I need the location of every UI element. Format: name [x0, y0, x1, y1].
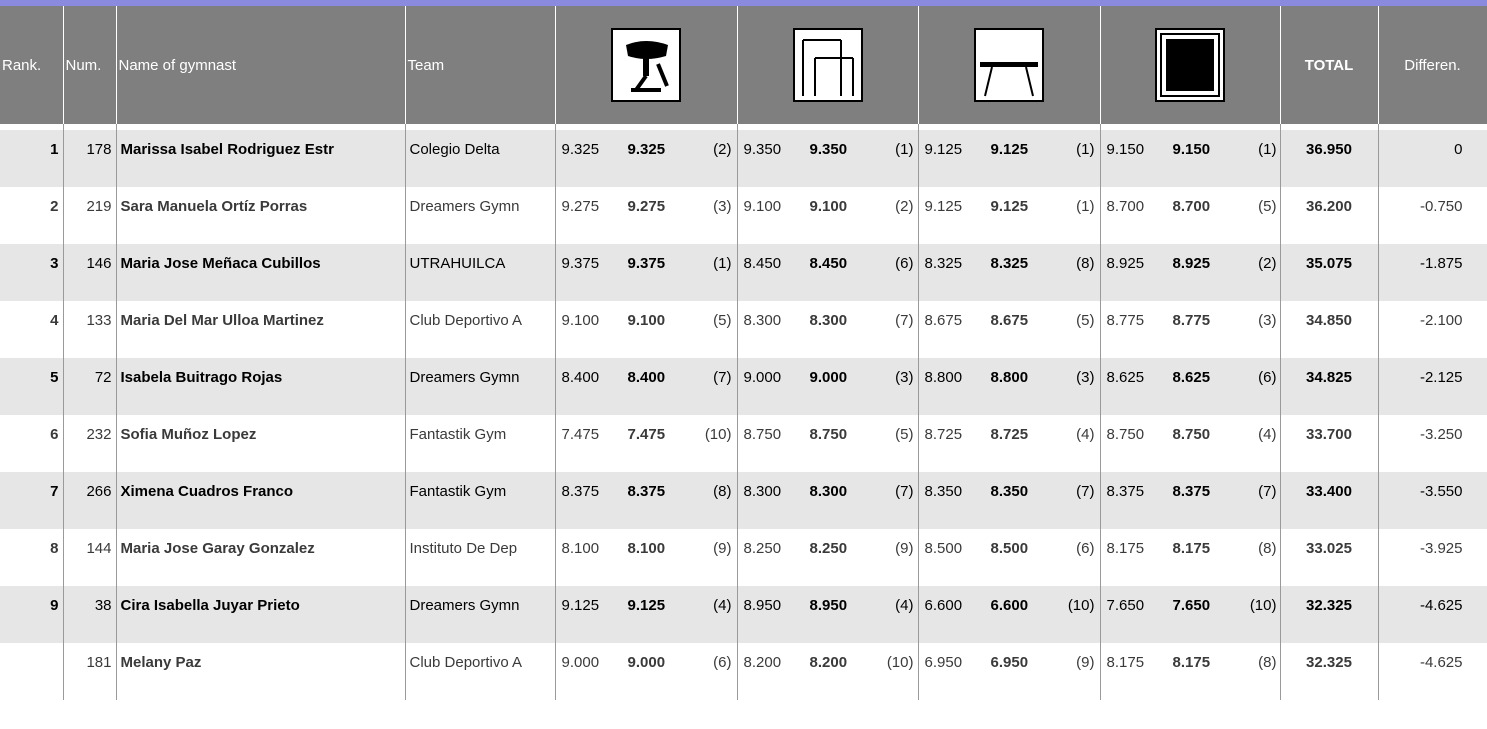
- vault-score-cell: [555, 301, 737, 358]
- floor-score: 8.925: [1106, 255, 1145, 272]
- vault-score: 8.400: [561, 369, 600, 386]
- total-cell: 32.325: [1280, 643, 1378, 700]
- number-cell: 178: [63, 130, 116, 187]
- bars-score: 8.750: [743, 426, 782, 443]
- floor-final-score: 8.625: [1172, 369, 1211, 386]
- vault-position: (8): [713, 483, 732, 500]
- bars-position: (7): [895, 312, 914, 329]
- beam-score-cell: [918, 529, 1100, 586]
- vault-score: 9.325: [561, 141, 600, 158]
- vault-final-score: 9.275: [627, 198, 666, 215]
- beam-final-score: 8.325: [990, 255, 1029, 272]
- floor-score: 8.750: [1106, 426, 1145, 443]
- vault-icon: [611, 28, 681, 102]
- beam-score-cell: [918, 187, 1100, 244]
- bars-score: 8.200: [743, 654, 782, 671]
- total-cell: 33.025: [1280, 529, 1378, 586]
- team-cell: Club Deportivo A: [405, 643, 555, 700]
- rank-cell: [0, 643, 63, 700]
- vault-final-score: 8.400: [627, 369, 666, 386]
- floor-final-score: 8.175: [1172, 654, 1211, 671]
- beam-final-score: 6.950: [990, 654, 1029, 671]
- floor-score: 8.625: [1106, 369, 1145, 386]
- floor-position: (5): [1258, 198, 1277, 215]
- uneven-bars-icon: [793, 28, 863, 102]
- bars-position: (10): [886, 654, 914, 671]
- beam-score-cell: [918, 472, 1100, 529]
- vault-score: 8.100: [561, 540, 600, 557]
- beam-score-cell: [918, 130, 1100, 187]
- beam-score: 6.950: [924, 654, 963, 671]
- vault-position: (10): [704, 426, 732, 443]
- team-cell: Dreamers Gymn: [405, 358, 555, 415]
- gymnast-name-cell: Isabela Buitrago Rojas: [116, 358, 405, 415]
- beam-final-score: 6.600: [990, 597, 1029, 614]
- bars-score-cell: [737, 643, 918, 700]
- gymnast-name-cell: Maria Jose Garay Gonzalez: [116, 529, 405, 586]
- bars-score: 8.300: [743, 312, 782, 329]
- bars-score: 9.350: [743, 141, 782, 158]
- beam-score-cell: [918, 301, 1100, 358]
- beam-position: (1): [1076, 198, 1095, 215]
- vault-position: (9): [713, 540, 732, 557]
- vault-final-score: 9.375: [627, 255, 666, 272]
- gymnast-name-cell: Maria Jose Meñaca Cubillos: [116, 244, 405, 301]
- total-cell: 35.075: [1280, 244, 1378, 301]
- bars-position: (1): [895, 141, 914, 158]
- floor-score-cell: [1100, 415, 1280, 472]
- bars-score: 9.000: [743, 369, 782, 386]
- floor-final-score: 9.150: [1172, 141, 1211, 158]
- total-cell: 33.400: [1280, 472, 1378, 529]
- bars-score: 9.100: [743, 198, 782, 215]
- bars-position: (2): [895, 198, 914, 215]
- floor-score-cell: [1100, 130, 1280, 187]
- table-row[interactable]: [0, 244, 1487, 301]
- beam-score-cell: [918, 586, 1100, 643]
- vault-score-cell: [555, 586, 737, 643]
- vault-score-cell: [555, 643, 737, 700]
- table-row[interactable]: [0, 187, 1487, 244]
- beam-score: 6.600: [924, 597, 963, 614]
- difference-cell: -4.625: [1378, 586, 1487, 643]
- gymnast-name-header[interactable]: Name of gymnast: [116, 6, 405, 124]
- vault-score: 9.375: [561, 255, 600, 272]
- total-cell: 32.325: [1280, 586, 1378, 643]
- difference-cell: -3.250: [1378, 415, 1487, 472]
- team-cell: UTRAHUILCA: [405, 244, 555, 301]
- beam-score: 8.675: [924, 312, 963, 329]
- vault-score-cell: [555, 244, 737, 301]
- total-cell: 36.950: [1280, 130, 1378, 187]
- table-row[interactable]: [0, 643, 1487, 700]
- vault-score-cell: [555, 130, 737, 187]
- floor-score-cell: [1100, 472, 1280, 529]
- bars-position: (9): [895, 540, 914, 557]
- bars-final-score: 9.350: [809, 141, 848, 158]
- floor-score-cell: [1100, 529, 1280, 586]
- total-cell: 36.200: [1280, 187, 1378, 244]
- vault-score: 9.000: [561, 654, 600, 671]
- vault-position: (2): [713, 141, 732, 158]
- floor-position: (8): [1258, 654, 1277, 671]
- floor-position: (7): [1258, 483, 1277, 500]
- number-header[interactable]: Num.: [63, 6, 116, 124]
- rank-cell: 6: [0, 415, 63, 472]
- difference-cell: -3.550: [1378, 472, 1487, 529]
- beam-final-score: 8.800: [990, 369, 1029, 386]
- floor-position: (8): [1258, 540, 1277, 557]
- floor-position: (3): [1258, 312, 1277, 329]
- gymnast-name-cell: Ximena Cuadros Franco: [116, 472, 405, 529]
- beam-position: (5): [1076, 312, 1095, 329]
- vault-header[interactable]: [555, 6, 737, 124]
- bars-score: 8.300: [743, 483, 782, 500]
- bars-score-cell: [737, 415, 918, 472]
- floor-final-score: 8.700: [1172, 198, 1211, 215]
- floor-final-score: 8.375: [1172, 483, 1211, 500]
- difference-header[interactable]: Differen.: [1378, 6, 1487, 124]
- bars-position: (4): [895, 597, 914, 614]
- beam-score: 8.725: [924, 426, 963, 443]
- beam-score: 8.350: [924, 483, 963, 500]
- floor-final-score: 8.175: [1172, 540, 1211, 557]
- bars-position: (5): [895, 426, 914, 443]
- vault-score: 7.475: [561, 426, 600, 443]
- number-cell: 133: [63, 301, 116, 358]
- total-header[interactable]: TOTAL: [1280, 6, 1378, 124]
- total-cell: 34.825: [1280, 358, 1378, 415]
- balance-beam-icon: [974, 28, 1044, 102]
- bars-final-score: 9.000: [809, 369, 848, 386]
- difference-cell: -4.625: [1378, 643, 1487, 700]
- bars-score: 8.950: [743, 597, 782, 614]
- beam-position: (8): [1076, 255, 1095, 272]
- number-cell: 232: [63, 415, 116, 472]
- vault-score-cell: [555, 358, 737, 415]
- floor-position: (1): [1258, 141, 1277, 158]
- total-cell: 34.850: [1280, 301, 1378, 358]
- bars-final-score: 8.300: [809, 483, 848, 500]
- floor-final-score: 8.775: [1172, 312, 1211, 329]
- beam-score-cell: [918, 643, 1100, 700]
- beam-score-cell: [918, 358, 1100, 415]
- number-cell: 72: [63, 358, 116, 415]
- floor-score: 8.775: [1106, 312, 1145, 329]
- gymnast-name-cell: Maria Del Mar Ulloa Martinez: [116, 301, 405, 358]
- beam-position: (3): [1076, 369, 1095, 386]
- floor-exercise-icon: [1155, 28, 1225, 102]
- vault-position: (5): [713, 312, 732, 329]
- number-cell: 266: [63, 472, 116, 529]
- bars-final-score: 8.950: [809, 597, 848, 614]
- beam-score-cell: [918, 244, 1100, 301]
- uneven-bars-header[interactable]: [737, 6, 918, 124]
- vault-final-score: 9.000: [627, 654, 666, 671]
- vault-final-score: 8.100: [627, 540, 666, 557]
- team-header[interactable]: Team: [405, 6, 555, 124]
- vault-score: 8.375: [561, 483, 600, 500]
- difference-cell: 0: [1378, 130, 1487, 187]
- floor-score-cell: [1100, 643, 1280, 700]
- vault-final-score: 9.125: [627, 597, 666, 614]
- beam-position: (6): [1076, 540, 1095, 557]
- floor-score-cell: [1100, 358, 1280, 415]
- table-row[interactable]: [0, 130, 1487, 187]
- rank-cell: 7: [0, 472, 63, 529]
- floor-final-score: 8.925: [1172, 255, 1211, 272]
- bars-position: (3): [895, 369, 914, 386]
- table-row[interactable]: [0, 529, 1487, 586]
- beam-score: 8.500: [924, 540, 963, 557]
- gymnast-name-cell: Sofia Muñoz Lopez: [116, 415, 405, 472]
- vault-score: 9.275: [561, 198, 600, 215]
- team-cell: Dreamers Gymn: [405, 187, 555, 244]
- gymnast-name-cell: Cira Isabella Juyar Prieto: [116, 586, 405, 643]
- floor-final-score: 7.650: [1172, 597, 1211, 614]
- bars-final-score: 8.450: [809, 255, 848, 272]
- floor-score: 8.700: [1106, 198, 1145, 215]
- bars-score: 8.250: [743, 540, 782, 557]
- floor-score-cell: [1100, 244, 1280, 301]
- rank-cell: 2: [0, 187, 63, 244]
- number-cell: 146: [63, 244, 116, 301]
- bars-final-score: 8.250: [809, 540, 848, 557]
- team-cell: Colegio Delta: [405, 130, 555, 187]
- vault-final-score: 8.375: [627, 483, 666, 500]
- floor-position: (4): [1258, 426, 1277, 443]
- vault-position: (1): [713, 255, 732, 272]
- number-cell: 181: [63, 643, 116, 700]
- table-row[interactable]: [0, 415, 1487, 472]
- total-cell: 33.700: [1280, 415, 1378, 472]
- table-row[interactable]: [0, 586, 1487, 643]
- beam-score: 8.800: [924, 369, 963, 386]
- bars-final-score: 8.300: [809, 312, 848, 329]
- beam-final-score: 8.675: [990, 312, 1029, 329]
- vault-position: (7): [713, 369, 732, 386]
- table-row[interactable]: [0, 472, 1487, 529]
- vault-score-cell: [555, 529, 737, 586]
- rank-cell: 9: [0, 586, 63, 643]
- bars-position: (6): [895, 255, 914, 272]
- vault-final-score: 7.475: [627, 426, 666, 443]
- difference-cell: -0.750: [1378, 187, 1487, 244]
- rank-cell: 1: [0, 130, 63, 187]
- floor-score-cell: [1100, 187, 1280, 244]
- rank-cell: 5: [0, 358, 63, 415]
- bars-score-cell: [737, 301, 918, 358]
- floor-score: 8.175: [1106, 540, 1145, 557]
- number-cell: 144: [63, 529, 116, 586]
- bars-score-cell: [737, 529, 918, 586]
- beam-score-cell: [918, 415, 1100, 472]
- team-cell: Instituto De Dep: [405, 529, 555, 586]
- results-table: [0, 6, 1487, 700]
- header-row: [0, 6, 1487, 124]
- bars-score-cell: [737, 244, 918, 301]
- vault-position: (4): [713, 597, 732, 614]
- floor-position: (10): [1249, 597, 1277, 614]
- number-cell: 38: [63, 586, 116, 643]
- rank-cell: 8: [0, 529, 63, 586]
- difference-cell: -1.875: [1378, 244, 1487, 301]
- beam-position: (10): [1067, 597, 1095, 614]
- beam-final-score: 9.125: [990, 141, 1029, 158]
- floor-score: 8.375: [1106, 483, 1145, 500]
- beam-final-score: 8.725: [990, 426, 1029, 443]
- beam-score: 8.325: [924, 255, 963, 272]
- floor-final-score: 8.750: [1172, 426, 1211, 443]
- team-cell: Fantastik Gym: [405, 472, 555, 529]
- floor-score-cell: [1100, 301, 1280, 358]
- floor-exercise-header[interactable]: [1100, 6, 1280, 124]
- results-body: [0, 130, 1487, 700]
- floor-position: (6): [1258, 369, 1277, 386]
- beam-final-score: 8.500: [990, 540, 1029, 557]
- vault-score: 9.125: [561, 597, 600, 614]
- difference-cell: -3.925: [1378, 529, 1487, 586]
- vault-position: (6): [713, 654, 732, 671]
- bars-final-score: 9.100: [809, 198, 848, 215]
- beam-position: (9): [1076, 654, 1095, 671]
- vault-score-cell: [555, 415, 737, 472]
- bars-final-score: 8.200: [809, 654, 848, 671]
- floor-score: 8.175: [1106, 654, 1145, 671]
- gymnast-name-cell: Melany Paz: [116, 643, 405, 700]
- bars-score-cell: [737, 130, 918, 187]
- bars-score: 8.450: [743, 255, 782, 272]
- vault-final-score: 9.325: [627, 141, 666, 158]
- rank-cell: 4: [0, 301, 63, 358]
- floor-score-cell: [1100, 586, 1280, 643]
- beam-position: (7): [1076, 483, 1095, 500]
- floor-position: (2): [1258, 255, 1277, 272]
- table-row[interactable]: [0, 301, 1487, 358]
- bars-final-score: 8.750: [809, 426, 848, 443]
- team-cell: Fantastik Gym: [405, 415, 555, 472]
- beam-score: 9.125: [924, 198, 963, 215]
- balance-beam-header[interactable]: [918, 6, 1100, 124]
- beam-final-score: 8.350: [990, 483, 1029, 500]
- bars-score-cell: [737, 358, 918, 415]
- number-cell: 219: [63, 187, 116, 244]
- vault-score-cell: [555, 472, 737, 529]
- beam-final-score: 9.125: [990, 198, 1029, 215]
- team-cell: Dreamers Gymn: [405, 586, 555, 643]
- vault-final-score: 9.100: [627, 312, 666, 329]
- vault-position: (3): [713, 198, 732, 215]
- table-row[interactable]: [0, 358, 1487, 415]
- bars-score-cell: [737, 586, 918, 643]
- rank-header[interactable]: Rank.: [0, 6, 63, 124]
- gymnast-name-cell: Sara Manuela Ortíz Porras: [116, 187, 405, 244]
- team-cell: Club Deportivo A: [405, 301, 555, 358]
- floor-score: 7.650: [1106, 597, 1145, 614]
- vault-score: 9.100: [561, 312, 600, 329]
- difference-cell: -2.100: [1378, 301, 1487, 358]
- beam-position: (1): [1076, 141, 1095, 158]
- gymnast-name-cell: Marissa Isabel Rodriguez Estr: [116, 130, 405, 187]
- bars-position: (7): [895, 483, 914, 500]
- rank-cell: 3: [0, 244, 63, 301]
- bars-score-cell: [737, 472, 918, 529]
- bars-score-cell: [737, 187, 918, 244]
- difference-cell: -2.125: [1378, 358, 1487, 415]
- beam-position: (4): [1076, 426, 1095, 443]
- floor-score: 9.150: [1106, 141, 1145, 158]
- vault-score-cell: [555, 187, 737, 244]
- beam-score: 9.125: [924, 141, 963, 158]
